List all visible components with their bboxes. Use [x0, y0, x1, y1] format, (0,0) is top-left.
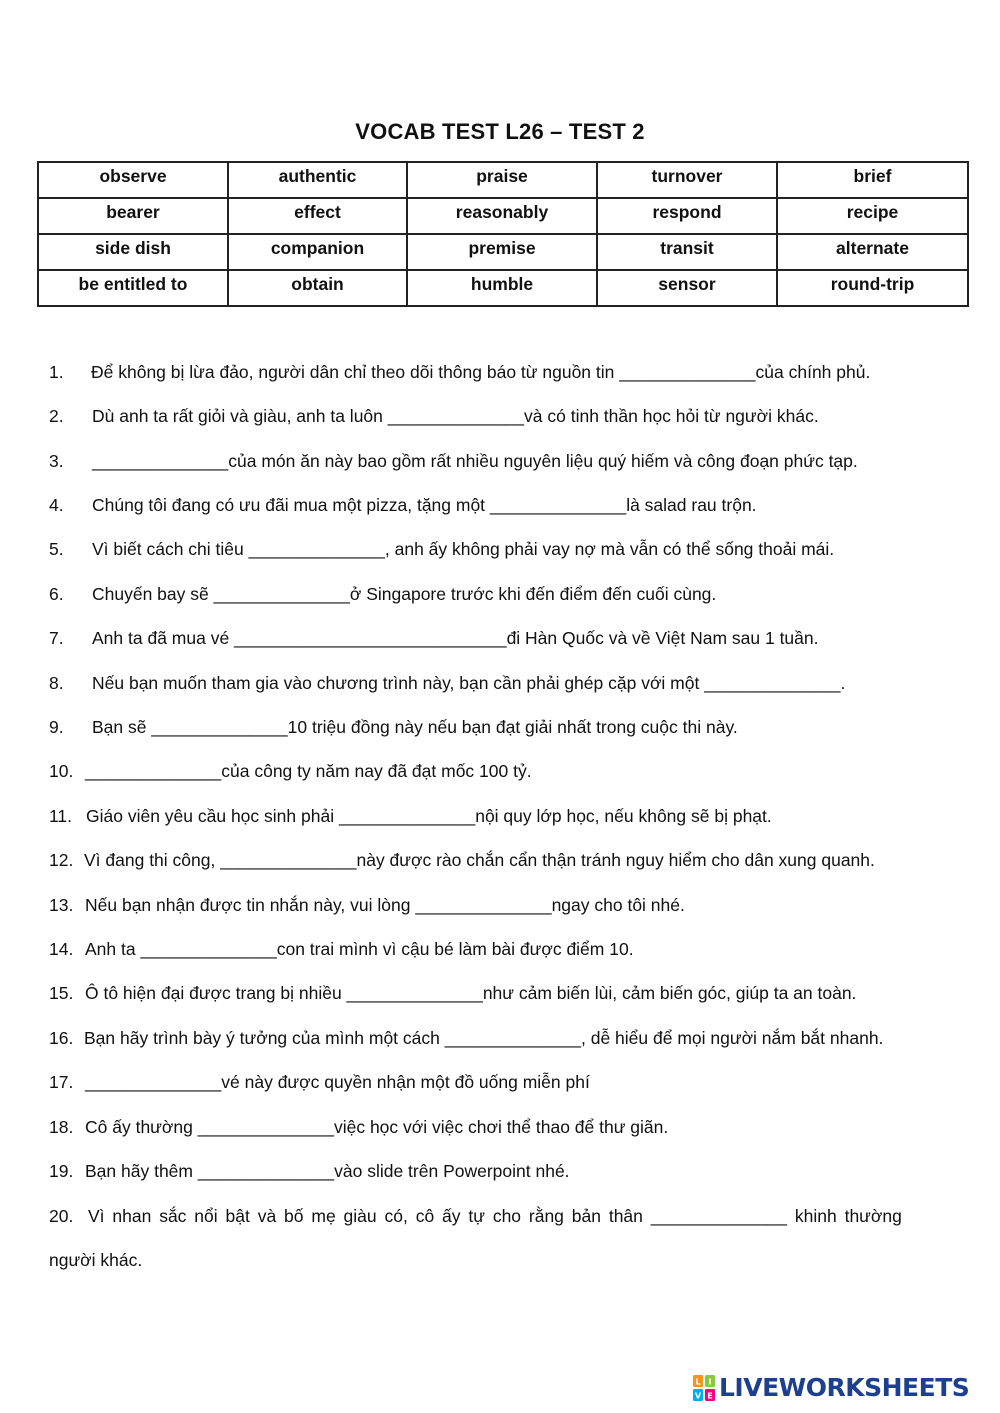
vocab-word: respond — [597, 198, 777, 234]
answer-blank[interactable]: ______________ — [248, 539, 385, 559]
question-2: 2. Dù anh ta rất giỏi và giàu, anh ta luôn ______________và có tinh thần học hỏi từ người khác. — [49, 406, 819, 426]
question-8: 8. Nếu bạn muốn tham gia vào chương trình này, bạn cần phải ghép cặp với một ______________. — [49, 673, 846, 693]
vocab-word: bearer — [38, 198, 228, 234]
question-20: 20. Vì nhan sắc nổi bật và bố mẹ giàu có, cô ấy tự cho rằng bản thân ______________ khinh thường — [49, 1206, 902, 1226]
question-number: 8. — [49, 673, 64, 693]
question-14: 14. Anh ta ______________con trai mình vì cậu bé làm bài được điểm 10. — [49, 939, 634, 959]
question-7: 7. Anh ta đã mua vé ____________________________đi Hàn Quốc và về Việt Nam sau 1 tuần. — [49, 628, 819, 648]
question-number: 14. — [49, 939, 74, 959]
vocab-word: brief — [777, 162, 968, 198]
vocab-row — [38, 270, 968, 306]
vocab-word: premise — [407, 234, 597, 270]
question-12: 12. Vì đang thi công, ______________này được rào chắn cẩn thận tránh nguy hiểm cho dân xung quanh. — [49, 850, 875, 870]
question-18: 18. Cô ấy thường ______________việc học với việc chơi thể thao để thư giãn. — [49, 1117, 669, 1137]
question-6: 6. Chuyến bay sẽ ______________ở Singapore trước khi đến điểm đến cuối cùng. — [49, 584, 717, 604]
question-11: 11. Giáo viên yêu cầu học sinh phải ______________nội quy lớp học, nếu không sẽ bị phạt. — [49, 806, 772, 826]
answer-blank[interactable]: ____________________________ — [234, 628, 507, 648]
vocab-word: recipe — [777, 198, 968, 234]
question-13: 13. Nếu bạn nhận được tin nhắn này, vui lòng ______________ngay cho tôi nhé. — [49, 895, 685, 915]
question-number: 17. — [49, 1072, 74, 1092]
answer-blank[interactable]: ______________ — [346, 983, 483, 1003]
question-number: 1. — [49, 362, 64, 382]
liveworksheets-logo — [693, 1375, 969, 1401]
question-3: 3. ______________của món ăn này bao gồm rất nhiều nguyên liệu quý hiếm và công đoạn phức tạp. — [49, 451, 858, 471]
vocab-row — [38, 234, 968, 270]
vocab-word: observe — [38, 162, 228, 198]
vocab-word: reasonably — [407, 198, 597, 234]
liveworksheets-logo-text: LIVEWORKSHEETS — [719, 1373, 970, 1402]
logo-icon-letter: I — [708, 1377, 712, 1387]
vocab-word: effect — [228, 198, 407, 234]
question-10: 10. ______________của công ty năm nay đã đạt mốc 100 tỷ. — [49, 761, 532, 781]
answer-blank[interactable]: ______________ — [338, 806, 476, 826]
question-number: 7. — [49, 628, 64, 648]
question-number: 3. — [49, 451, 64, 471]
answer-blank[interactable]: ______________ — [85, 761, 222, 781]
question-15: 15. Ô tô hiện đại được trang bị nhiều ______________như cảm biến lùi, cảm biến góc, giúp ta an toàn. — [49, 983, 857, 1003]
answer-blank[interactable]: ______________ — [704, 673, 841, 693]
logo-icon-letter: V — [694, 1391, 702, 1401]
question-number: 6. — [49, 584, 64, 604]
vocab-word: alternate — [777, 234, 968, 270]
answer-blank[interactable]: ______________ — [415, 895, 552, 915]
answer-blank[interactable]: ______________ — [220, 850, 357, 870]
vocab-word: transit — [597, 234, 777, 270]
question-9: 9. Bạn sẽ ______________10 triệu đồng này nếu bạn đạt giải nhất trong cuộc thi này. — [49, 717, 738, 737]
question-20-continuation: người khác. — [49, 1250, 143, 1270]
vocab-word: round-trip — [777, 270, 968, 306]
question-number: 12. — [49, 850, 74, 870]
question-number: 16. — [49, 1028, 74, 1048]
liveworksheets-logo-icon — [693, 1375, 715, 1401]
answer-blank[interactable]: ______________ — [92, 451, 229, 471]
question-number: 19. — [49, 1161, 74, 1181]
question-number: 13. — [49, 895, 74, 915]
page-title: VOCAB TEST L26 – TEST 2 — [355, 119, 645, 144]
answer-blank[interactable]: ______________ — [213, 584, 350, 604]
vocab-row — [38, 198, 968, 234]
question-17: 17. ______________vé này được quyền nhận một đồ uống miễn phí — [49, 1072, 590, 1092]
vocab-row — [38, 162, 968, 198]
question-number: 20. — [49, 1206, 74, 1226]
question-number: 4. — [49, 495, 64, 515]
vocab-word: authentic — [228, 162, 407, 198]
question-number: 11. — [49, 806, 73, 826]
question-number: 5. — [49, 539, 64, 559]
answer-blank[interactable]: ______________ — [650, 1206, 788, 1226]
answer-blank[interactable]: ______________ — [197, 1117, 334, 1137]
answer-blank[interactable]: ______________ — [151, 717, 288, 737]
answer-blank[interactable]: ______________ — [387, 406, 525, 426]
question-5: 5. Vì biết cách chi tiêu ______________, anh ấy không phải vay nợ mà vẫn có thể sống thoải mái. — [49, 539, 835, 559]
answer-blank[interactable]: ______________ — [444, 1028, 581, 1048]
answer-blank[interactable]: ______________ — [619, 362, 756, 382]
answer-blank[interactable]: ______________ — [197, 1161, 335, 1181]
vocab-word: turnover — [597, 162, 777, 198]
question-4: 4. Chúng tôi đang có ưu đãi mua một pizza, tặng một ______________là salad rau trộn. — [49, 495, 757, 515]
question-number: 10. — [49, 761, 74, 781]
logo-icon-letter: E — [707, 1391, 713, 1401]
vocab-word: humble — [407, 270, 597, 306]
logo-icon-letter: L — [695, 1377, 701, 1387]
answer-blank[interactable]: ______________ — [140, 939, 277, 959]
answer-blank[interactable]: ______________ — [489, 495, 627, 515]
question-number: 15. — [49, 983, 74, 1003]
vocab-word: side dish — [38, 234, 228, 270]
vocab-word: sensor — [597, 270, 777, 306]
question-19: 19. Bạn hãy thêm ______________vào slide trên Powerpoint nhé. — [49, 1161, 570, 1181]
question-number: 9. — [49, 717, 64, 737]
vocab-word: be entitled to — [38, 270, 228, 306]
vocabulary-table — [37, 161, 969, 307]
question-1: 1. Để không bị lừa đảo, người dân chỉ theo dõi thông báo từ nguồn tin ______________của chính phủ. — [49, 362, 871, 382]
question-number: 18. — [49, 1117, 74, 1137]
vocab-word: companion — [228, 234, 407, 270]
vocab-word: obtain — [228, 270, 407, 306]
question-number: 2. — [49, 406, 64, 426]
answer-blank[interactable]: ______________ — [85, 1072, 222, 1092]
vocab-word: praise — [407, 162, 597, 198]
question-16: 16. Bạn hãy trình bày ý tưởng của mình một cách ______________, dễ hiểu để mọi người nắm bắt nhanh. — [49, 1028, 884, 1048]
